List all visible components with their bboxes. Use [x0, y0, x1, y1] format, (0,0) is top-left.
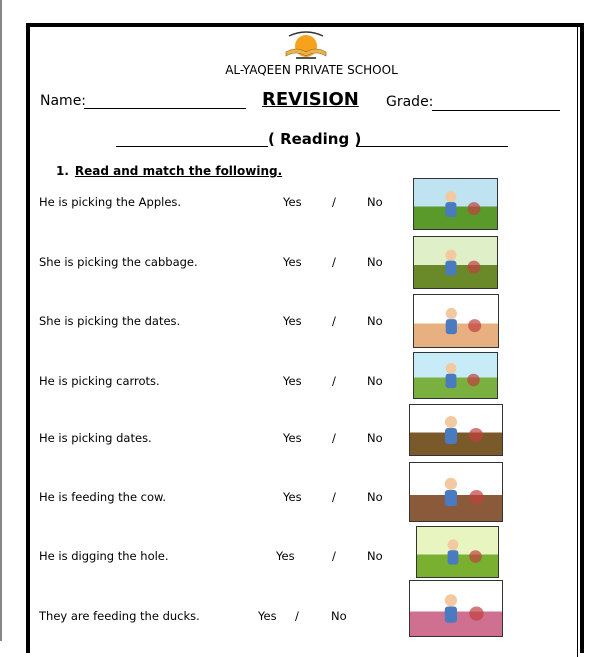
name-label: Name: — [40, 93, 87, 109]
no-option[interactable]: No — [367, 255, 383, 269]
question-text: Read and match the following. — [74, 164, 283, 178]
section-line-right — [356, 146, 508, 147]
option-separator: / — [332, 255, 336, 269]
girl-feeding-hen-picture — [413, 294, 499, 348]
yes-option[interactable]: Yes — [283, 431, 302, 445]
window-edge — [0, 0, 2, 641]
section-title: ( Reading ) — [268, 130, 362, 148]
sentence-text: He is digging the hole. — [39, 549, 169, 563]
farmer-with-cow-picture — [409, 462, 503, 522]
page-title: REVISION — [262, 89, 359, 110]
page-border-top — [26, 23, 584, 27]
option-separator: / — [332, 490, 336, 504]
boy-picking-apples-picture — [413, 178, 498, 230]
yes-option[interactable]: Yes — [283, 255, 302, 269]
question-heading — [56, 164, 282, 178]
school-logo — [281, 28, 331, 60]
school-name: AL-YAQEEN PRIVATE SCHOOL — [225, 63, 398, 77]
name-blank-line[interactable] — [84, 108, 246, 109]
yes-option[interactable]: Yes — [283, 314, 302, 328]
page-border-left — [26, 23, 30, 653]
grade-label: Grade: — [386, 94, 434, 110]
no-option[interactable]: No — [367, 314, 383, 328]
option-separator: / — [332, 195, 336, 209]
yes-option[interactable]: Yes — [283, 195, 302, 209]
man-digging-picture — [409, 404, 503, 456]
option-separator: / — [332, 314, 336, 328]
option-separator: / — [332, 431, 336, 445]
yes-option[interactable]: Yes — [283, 490, 302, 504]
grade-blank-line[interactable] — [432, 110, 560, 111]
sentence-text: He is picking dates. — [39, 431, 152, 445]
section-line-left — [116, 146, 268, 147]
sentence-text: She is picking the dates. — [39, 314, 181, 328]
yes-option[interactable]: Yes — [283, 374, 302, 388]
page-border-right — [580, 23, 584, 653]
yes-option[interactable]: Yes — [276, 549, 295, 563]
sentence-text: He is picking the Apples. — [39, 195, 182, 209]
no-option[interactable]: No — [367, 195, 383, 209]
no-option[interactable]: No — [367, 374, 383, 388]
no-option[interactable]: No — [367, 490, 383, 504]
yes-option[interactable]: Yes — [258, 609, 277, 623]
option-separator: / — [332, 549, 336, 563]
no-option[interactable]: No — [367, 549, 383, 563]
no-option[interactable]: No — [367, 431, 383, 445]
sentence-text: She is picking the cabbage. — [39, 255, 198, 269]
option-separator: / — [332, 374, 336, 388]
farmer-picking-carrots-picture — [413, 352, 498, 399]
option-separator: / — [295, 609, 299, 623]
farmers-in-field-picture — [413, 236, 498, 289]
question-number: 1. — [56, 164, 69, 178]
sentence-text: He is feeding the cow. — [39, 490, 167, 504]
boy-in-garden-picture — [416, 526, 499, 578]
page-border-right-inner — [577, 27, 578, 657]
children-feeding-ducks-picture — [409, 580, 503, 637]
sentence-text: He is picking carrots. — [39, 374, 160, 388]
sentence-text: They are feeding the ducks. — [39, 609, 200, 623]
no-option[interactable]: No — [331, 609, 347, 623]
